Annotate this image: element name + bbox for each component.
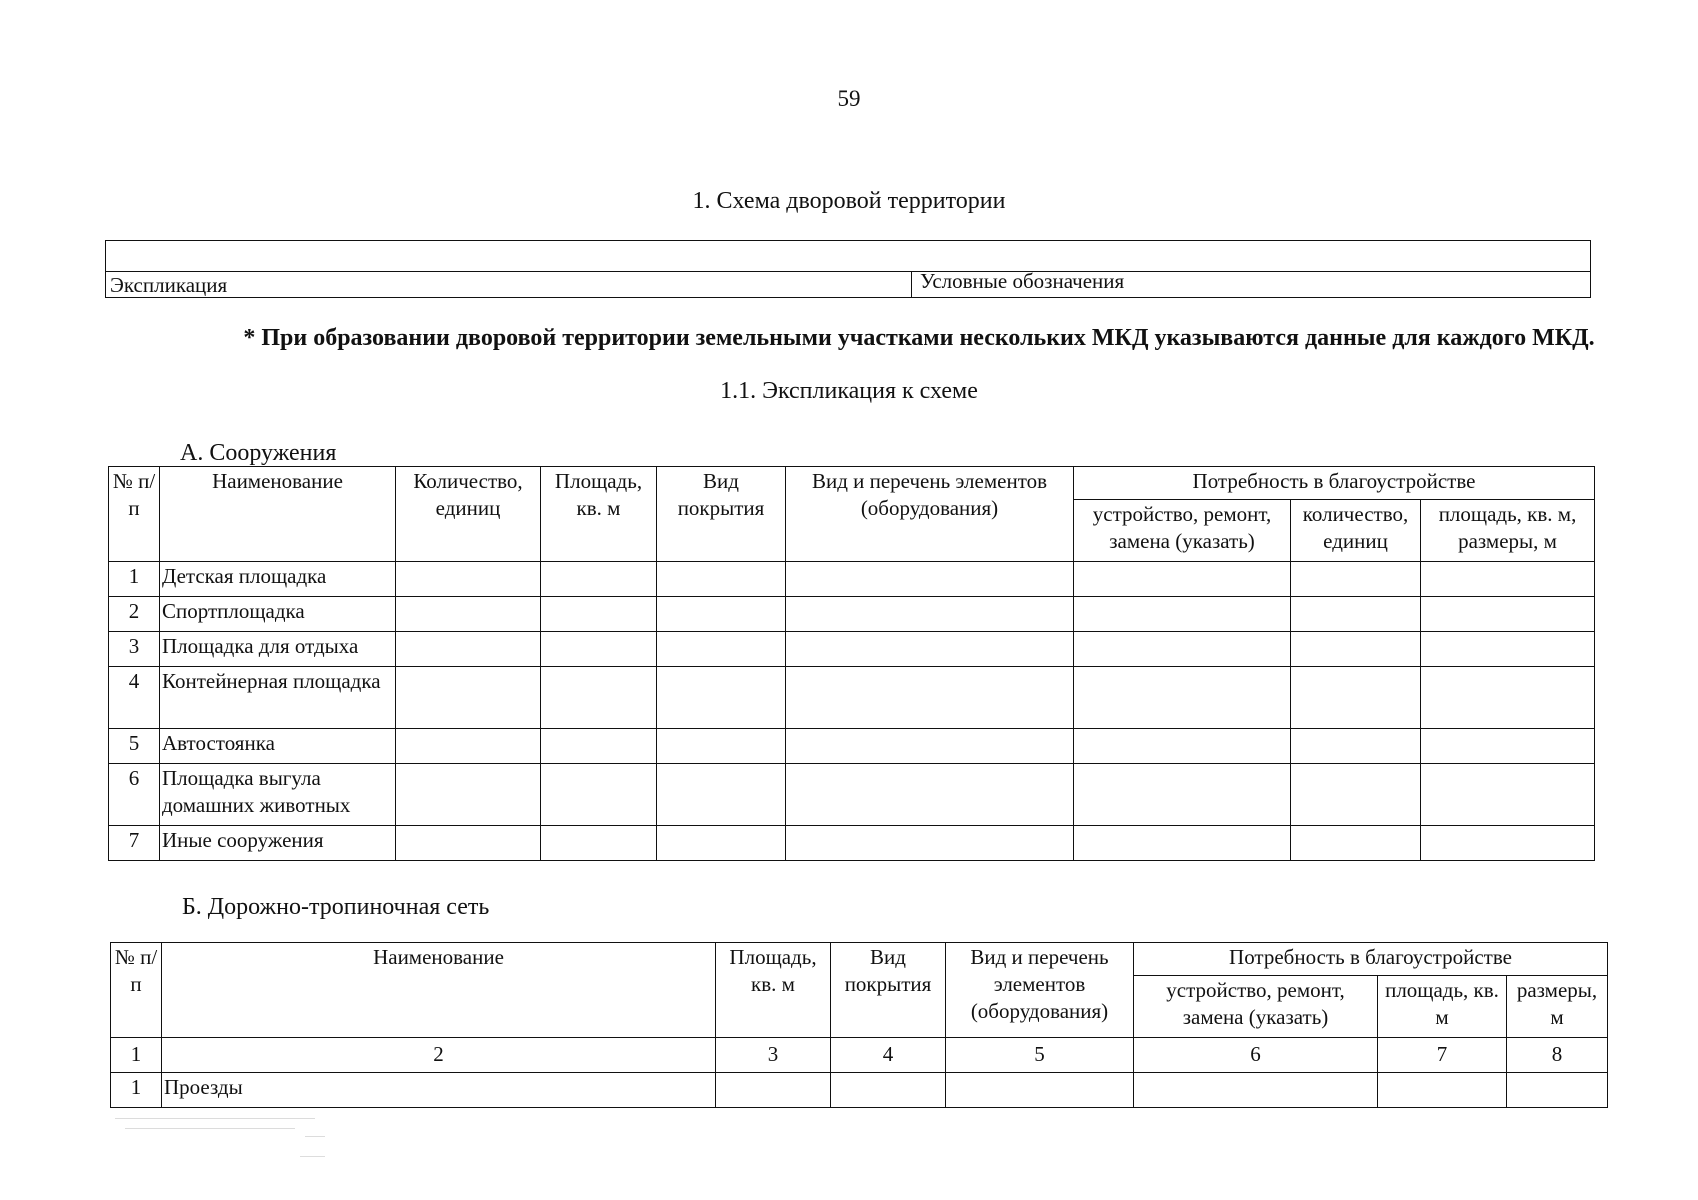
table-row [111, 1073, 1608, 1108]
scheme-divider [911, 272, 912, 297]
col-header-elements: Вид и перечень элементов (оборудования) [946, 943, 1134, 1038]
row-cell [396, 597, 541, 632]
row-cell [396, 562, 541, 597]
col-header-need-work: устройство, ремонт, замена (указать) [1074, 500, 1291, 562]
row-cell [541, 597, 657, 632]
row-cell [396, 764, 541, 826]
col-header-num: № п/п [109, 467, 160, 562]
row-cell [1074, 632, 1291, 667]
explication-title: 1.1. Экспликация к схеме [720, 378, 978, 404]
row-cell [1378, 1073, 1507, 1108]
structures-table [108, 466, 1595, 861]
row-cell [657, 597, 786, 632]
row-cell [541, 764, 657, 826]
row-cell [1291, 562, 1421, 597]
row-cell [541, 632, 657, 667]
scheme-title: 1. Схема дворовой территории [692, 188, 1006, 214]
col-header-cover: Вид покрытия [657, 467, 786, 562]
row-cell [1291, 632, 1421, 667]
table-row [109, 729, 1595, 764]
table-row [109, 667, 1595, 729]
paths-table [110, 942, 1608, 1108]
row-cell [1291, 667, 1421, 729]
row-cell [1134, 1073, 1378, 1108]
row-cell [786, 667, 1074, 729]
col-header-need: Потребность в благоустройстве [1074, 467, 1595, 500]
row-cell [786, 764, 1074, 826]
row-name: Проезды [162, 1073, 716, 1108]
row-cell [831, 1073, 946, 1108]
table-row [109, 764, 1595, 826]
column-number: 7 [1378, 1038, 1507, 1073]
row-cell [657, 562, 786, 597]
row-num: 7 [109, 826, 160, 861]
col-header-need: Потребность в благоустройстве [1134, 943, 1608, 976]
section-b-title: Б. Дорожно-тропиночная сеть [182, 894, 490, 920]
row-cell [541, 729, 657, 764]
column-number: 5 [946, 1038, 1134, 1073]
table-header-row [111, 943, 1608, 976]
row-cell [786, 729, 1074, 764]
row-num: 2 [109, 597, 160, 632]
col-header-need-size: размеры, м [1507, 976, 1608, 1038]
row-cell [1421, 632, 1595, 667]
column-number: 8 [1507, 1038, 1608, 1073]
row-cell [716, 1073, 831, 1108]
row-cell [1421, 667, 1595, 729]
row-cell [1074, 562, 1291, 597]
row-cell [1421, 826, 1595, 861]
row-cell [657, 667, 786, 729]
row-cell [396, 729, 541, 764]
col-header-name: Наименование [160, 467, 396, 562]
row-cell [1074, 826, 1291, 861]
column-number: 3 [716, 1038, 831, 1073]
col-header-name: Наименование [162, 943, 716, 1038]
row-num: 1 [109, 562, 160, 597]
row-cell [786, 597, 1074, 632]
col-header-num: № п/п [111, 943, 162, 1038]
row-name: Спортплощадка [160, 597, 396, 632]
row-name: Иные сооружения [160, 826, 396, 861]
row-name: Автостоянка [160, 729, 396, 764]
row-cell [541, 826, 657, 861]
row-num: 1 [111, 1073, 162, 1108]
col-header-count: Количество, единиц [396, 467, 541, 562]
row-cell [396, 632, 541, 667]
row-cell [657, 729, 786, 764]
scheme-box [105, 240, 1591, 298]
row-cell [1291, 764, 1421, 826]
col-header-cover: Вид покрытия [831, 943, 946, 1038]
row-cell [1291, 826, 1421, 861]
column-number: 2 [162, 1038, 716, 1073]
row-cell [396, 826, 541, 861]
scheme-explication-label: Экспликация [110, 273, 228, 297]
row-cell [657, 826, 786, 861]
row-cell [1421, 729, 1595, 764]
scheme-legend-label: Условные обозначения [920, 269, 1125, 293]
row-cell [1291, 597, 1421, 632]
table-header-row [109, 467, 1595, 500]
footnote: * При образовании дворовой территории земельными участками нескольких МКД указываются данные для каждого МКД. [243, 325, 1595, 351]
col-header-need-work: устройство, ремонт, замена (указать) [1134, 976, 1378, 1038]
row-num: 6 [109, 764, 160, 826]
row-cell [1421, 764, 1595, 826]
row-cell [657, 764, 786, 826]
row-cell [1291, 729, 1421, 764]
row-cell [946, 1073, 1134, 1108]
row-num: 4 [109, 667, 160, 729]
table-row [109, 632, 1595, 667]
page-number: 59 [837, 86, 861, 111]
col-header-area: Площадь, кв. м [716, 943, 831, 1038]
table-row [109, 562, 1595, 597]
column-number-row [111, 1038, 1608, 1073]
row-cell [786, 562, 1074, 597]
row-cell [541, 667, 657, 729]
row-num: 3 [109, 632, 160, 667]
row-name: Площадка для отдыха [160, 632, 396, 667]
column-number: 6 [1134, 1038, 1378, 1073]
row-cell [786, 826, 1074, 861]
row-name: Площадка выгула домашних животных [160, 764, 396, 826]
row-cell [396, 667, 541, 729]
row-cell [541, 562, 657, 597]
col-header-need-area: площадь, кв. м [1378, 976, 1507, 1038]
column-number: 1 [111, 1038, 162, 1073]
row-num: 5 [109, 729, 160, 764]
scheme-legend-row [106, 271, 1590, 297]
row-cell [1074, 729, 1291, 764]
row-cell [1074, 764, 1291, 826]
row-name: Контейнерная площадка [160, 667, 396, 729]
column-number: 4 [831, 1038, 946, 1073]
row-cell [657, 632, 786, 667]
table-row [109, 826, 1595, 861]
scan-artifact [115, 1112, 330, 1172]
col-header-area: Площадь, кв. м [541, 467, 657, 562]
row-cell [1421, 562, 1595, 597]
row-cell [786, 632, 1074, 667]
row-cell [1074, 597, 1291, 632]
row-cell [1507, 1073, 1608, 1108]
col-header-need-count: количество, единиц [1291, 500, 1421, 562]
row-name: Детская площадка [160, 562, 396, 597]
row-cell [1074, 667, 1291, 729]
table-row [109, 597, 1595, 632]
row-cell [1421, 597, 1595, 632]
col-header-elements: Вид и перечень элементов (оборудования) [786, 467, 1074, 562]
col-header-need-area: площадь, кв. м, размеры, м [1421, 500, 1595, 562]
section-a-title: А. Сооружения [180, 440, 337, 466]
